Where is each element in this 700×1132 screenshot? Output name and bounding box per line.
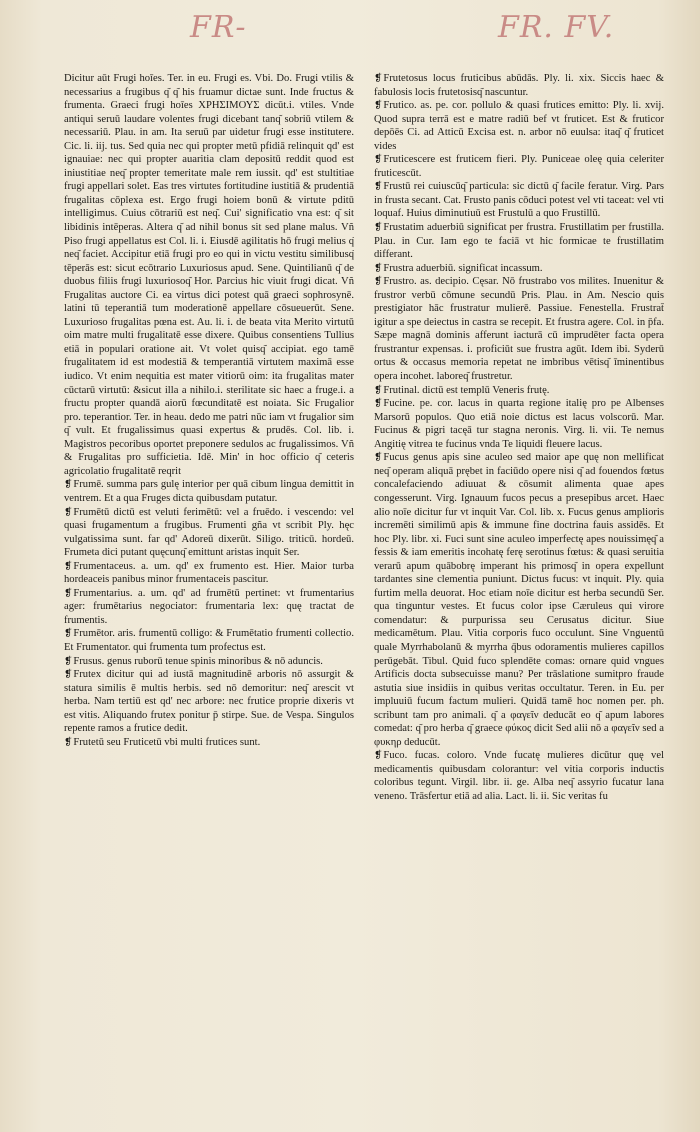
handwritten-mark-right: FR. FV. — [498, 10, 615, 45]
dictionary-entry — [64, 478, 354, 505]
entry-text: Frumētor. aris. frumentū colligo: & Frumētatio frumenti collectio. Et Frumentator. qui frumenta tum profectus est. — [64, 628, 354, 653]
dictionary-entry — [64, 627, 354, 654]
pilcrow-icon: ❡ — [64, 628, 73, 640]
dictionary-entry — [374, 153, 664, 180]
pilcrow-icon: ❡ — [374, 398, 383, 410]
dictionary-entry — [374, 262, 664, 276]
entry-text: Frustro. as. decipio. Cęsar. Nō frustrabo vos milites. Inuenitur & frustror verbū cōmune secundū Pris. Plau. in Am. Nescio quis prestigiator hāc frustratur mulierē. Passiue. Fenestella. Frustrat̄ igitur a spe deiectus in castra se recepit. Et frustra agere. Col. in p̄fa. Sæpe magnā dominis afferunt iacturā cū imprudēter facta opera frustrantur expensas. i. proficiūt sue frustra agūt. Idem ibi. Syderū ortus & occasus memoria repetat ne imbribus vētisq͂ īminentibus opera incohet. laboreq͂ frustretur. — [374, 276, 664, 383]
dictionary-entry — [64, 655, 354, 669]
entry-text: Frumētū dictū est veluti ferimētū: vel a fruēdo. i vescendo: vel quasi frugamentum a frugibus. Frumenti gña vt scribit Ply. hęc vulgatissima sunt. far qd' Adoreū dixerūt. Siligo. triticū. hordeū. Frumeta dici putant quęcunq͂ emittunt aristas inquit Ser. — [64, 506, 354, 559]
text-column-right — [374, 72, 664, 1072]
entry-text: Fuco. fucas. coloro. Vnde fucatę mulieres dicūtur quę vel medicamentis quibusdam colorantur: vel vitia corporis inductis coloribus tegunt. Virgil. libr. ii. ge. Alba neq͂ assyrio fucatur lana veneno. Trāsfertur etiā ad alia. Lact. li. ii. Sic veritas fu — [374, 750, 664, 802]
dictionary-entry — [374, 275, 664, 383]
dictionary-entry — [64, 736, 354, 750]
entry-text: Frusus. genus ruborū tenue spinis minoribus & nō aduncis. — [73, 655, 323, 667]
text-column-left — [64, 72, 354, 1072]
handwritten-mark-left: FR- — [190, 10, 247, 45]
pilcrow-icon: ❡ — [64, 587, 73, 599]
dictionary-entry — [374, 72, 664, 99]
entry-text: Frutex dicitur qui ad iustā magnitudinē arboris nō assurgit & statura similis ē multis herbis. sed nō demoritur: neq͂ arescit vt herba. Nam tertiū est qd' nec arbore: nec frutice proprie dixeris vt est vitis. Aliquando frutex ponitur p̄ stirpe. Sue. de Vespa. Singulos repente ramos a frutice dedit. — [64, 669, 354, 735]
entry-text: Fucus genus apis sine aculeo sed maior ape quę non mellificat neq͂ operam aliquā prębet in faciūdo opere nisi q͂ ad fouendos fœtus concalefaciendo adiuuat & cōsumit alimenta quae apes congesserunt. Virg. Ignauum fucos pecus a presepibus arcet. Haec alio noīe dicitur fur vt inquit Var. Col. lib. x. Fucus genus amplioris incremēti similimū apis & immune fine doctrina fauis assidēs. Et hoc Ply. libr. xi. Fuci sunt sine aculeo imperfectę apes nouissimęq͂ a fessis & iam emeritis incohatę ferę serotinus fœtus: & quasi seruitia verarū apum quābobrę imperant his primosq͂ in opera expellunt tardantes sine clementia puniunt. Dictus fucus: vt inquit. Ply. quia furtim mella deuorat. Hoc etiam noīe dicitur est herba secundū Ser. qua tinguntur vestes. Et fucus color ipse Cæruleus qui virore comendatur: & purpurissa seu Cerusatus dicitur. Siue medicamētum. Plau. Vitia corporis fuco occulunt. Sine Vnguentū quale Myrrhabolanū & myrrha q̄bus odoramentis mulieres capillos perūgebāt. Tibul. Quid fuco splendēte comas: ornare quid vngues Artificis docta subsecuisse manu? Per trāslatione sumitpro fraude astutia siue insidiis in quibus veritas occultatur. Teren. in Eu. per impluuiū fucum factum mulieri. Quidā tamē hoc nomen per. ph. scribunt tam pro animali. q͂ a φαγεῖν deducāt eo q͂ apum labores comedat: q͂ pro herba q͂ graece φύκος dicit Sed alii nō a φαγεῖν sed a φυκηρ deducūt. — [374, 452, 664, 748]
dictionary-entry — [374, 451, 664, 749]
pilcrow-icon: ❡ — [64, 669, 73, 681]
dictionary-entry — [64, 72, 354, 478]
dictionary-entry — [64, 560, 354, 587]
entry-text: Frustra aduerbiū. significat incassum. — [383, 262, 543, 274]
entry-text: Frutinal. dictū est templū Veneris frutę. — [383, 384, 550, 396]
pilcrow-icon: ❡ — [374, 73, 383, 84]
pilcrow-icon: ❡ — [64, 506, 73, 518]
entry-text: Fruticescere est fruticem fieri. Ply. Puniceae oleę quia celeriter fruticescūt. — [374, 154, 664, 179]
pilcrow-icon: ❡ — [64, 655, 73, 667]
pilcrow-icon: ❡ — [64, 736, 73, 748]
dictionary-entry — [374, 397, 664, 451]
pilcrow-icon: ❡ — [374, 222, 383, 234]
entry-text: Frumentarius. a. um. qd' ad frumētū pertinet: vt frumentarius ager: frumētarius negociator: frumentaria lex: quę tractat de frumentis. — [64, 587, 354, 626]
pilcrow-icon: ❡ — [374, 750, 383, 762]
entry-text: Frutico. as. pe. cor. pollulo & quasi frutices emitto: Ply. li. xvij. Quod supra terrā est e matre radiū bef vt fruticet. Est & fruticor depōēs Ci. ad Atticū Excisa est. n. arbor nō euulsa: itaq͂ q͂ fruticet vides — [374, 100, 664, 152]
pilcrow-icon: ❡ — [374, 181, 383, 193]
entry-text: Fucine. pe. cor. lacus in quarta regione italię pro pe Albenses Marsorū populos. Quo etiā noie dictus est lacus volscorū. Mar. Fucinus & pigri tacęā tur stagna neronis. Virg. li. vii. Te nemus Angitię vitrea te fucinus vnda Te liquidi fleuere lacus. — [374, 398, 664, 450]
entry-text: Dicitur aūt Frugi hoīes. Ter. in eu. Frugi es. Vbi. Do. Frugi vtilis & necessarius a frugibus q͂ q͂ his fruamur dictae sunt. Inde fructus & frumenta. Graeci frugi hoīes ΧΡΗΣΙΜΟΥΣ dicūt.i. vtiles. Vnde antiqui seruū laudare volentes frugi dicebant tanq͂ sobriū vtilem & necessariū. Plau. in am. Ita seruū par uidetur frugi esse institutere. Cic. li. iij. tus. Sed quia nec qui propter metū pfidiā relinquit qd' est ignauiae: nec qui propter auaritia clam depositū reddit quod est iniustitiae neq͂ propter temeritate male rem iussit. qd' est stultitiae frugi appellari solet. Eas tres virtutes fortitudine iustitiā & prudentiā frugalitas cōplexa est. Ergo frugi hoiem bonū & virtute pditū intelligimus. Cuius cōtrariū est neq͂. Cui' significatio vna est: q͂ sit libidinis intēperas. Altera q͂ ad nihil bonus sit sed plane malus. Vñ Piso frugi appellatus est Col. li. i. Eiusdē agilitatis hō frugi melius q͂ neq͂ faciet. Accipitur etiā frugi pro eo qui in victu vestitu similibusq͂ tēperās est: sicut ecōtrario Luxuriosus apud. Sene. Quintilianū q͂ de duobus filiis frugi luxuriosoq͂ Hor. Parcius hic viuit frugi dicat. Vñ Frugalitas auctore Ci. ea virtus dici potest quā graeci sophrosynē. latini tū teperantiā tum moderationē appellare cōsueuerūt. Sene. Luxurioso frugalitas pœna est. Au. li. i. de beata vita Merito virtutū oim matre multi frugalitatē esse dixere. Quibus consentiens Tullius etiā in populari oratione ait. Vt volet quisq͂ accipiat. ego tamē frugalitatem id est modestiā & temperantiā virtutem maximā esse iudico. Vt enim nequitia est mater vitiorū oim: ita frugalitas mater cūctarū virtutū: &sicut illa a nihilo.i. sterilitate sic haec a fruge.i. a fructu propter quandā aiorū fœcunditatē est noiata. Sic Frugalior pro. teperantior. Ter. in heau. dedo me patri nūc iam vt frugalior sim q͂ vult. Et frugalissimus quasi expertus & prudēs. Col. lib. i. Magistros pecoribus oportet preponere sedulos ac frugalissimos. Vñ & Frugalitas pro sufficietia. Idē. Min' in hoc officio q͂ ceteris agricolatio frugalitatē reqrit — [64, 73, 354, 477]
entry-text: Frutetū seu Fruticetū vbi multi frutices sunt. — [73, 736, 261, 748]
pilcrow-icon: ❡ — [374, 262, 383, 274]
dictionary-entry — [64, 506, 354, 560]
entry-text: Frumē. summa pars gulę interior per quā cibum lingua demittit in ventrem. Et a qua Fruges dicta quibusdam putatur. — [64, 479, 354, 504]
pilcrow-icon: ❡ — [374, 154, 383, 166]
entry-text: Frustū rei cuiuscūq͂ particula: sic dictū q͂ facile feratur. Virg. Pars in frusta secant. Cat. Frusto panis cōduci potest vel vti taceat: vel vti loquaf. Huius diminutiuū est Frustulū a quo Frustillū. — [374, 181, 664, 220]
dictionary-entry — [374, 749, 664, 803]
pilcrow-icon: ❡ — [374, 384, 383, 396]
pilcrow-icon: ❡ — [64, 479, 73, 491]
dictionary-entry — [64, 668, 354, 736]
pilcrow-icon: ❡ — [374, 276, 383, 288]
entry-text: Frutetosus locus fruticibus abūdās. Ply. li. xix. Siccis haec & fabulosis locis frutetosisq͂ nascuntur. — [374, 73, 664, 98]
entry-text: Frumentaceus. a. um. qd' ex frumento est. Hier. Maior turba hordeaceis panibus minor frumentaceis pascitur. — [64, 560, 354, 586]
pilcrow-icon: ❡ — [64, 560, 73, 572]
pilcrow-icon: ❡ — [374, 452, 383, 464]
dictionary-entry — [374, 221, 664, 262]
dictionary-entry — [374, 99, 664, 153]
dictionary-entry — [374, 384, 664, 398]
entry-text: Frustatim aduerbiū significat per frustra. Frustillatim per frustilla. Plau. in Cur. Iam ego te faciā vt hic formicae te frustillatim differant. — [374, 222, 664, 261]
pilcrow-icon: ❡ — [374, 100, 383, 112]
dictionary-entry — [374, 180, 664, 221]
dictionary-entry — [64, 587, 354, 628]
